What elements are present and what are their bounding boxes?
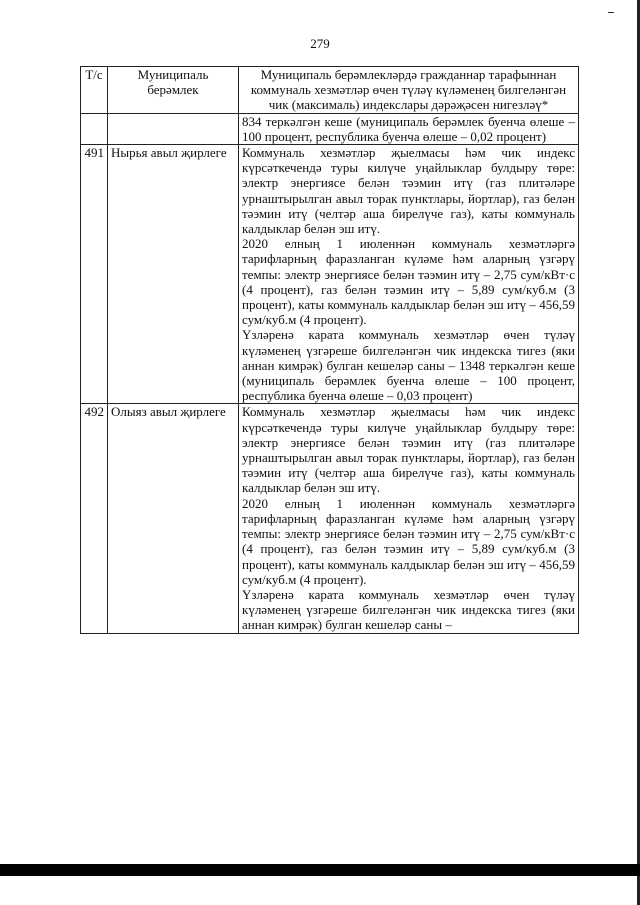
- header-municipality: Муниципаль берәмлек: [108, 67, 239, 114]
- row-municipality: [108, 113, 239, 144]
- indices-table: [80, 66, 579, 634]
- row-municipality: Нырья авыл җирлеге: [108, 145, 239, 404]
- row-paragraph: 834 теркәлгән кеше (муниципаль берәмлек буенча өлеше – 100 процент, республика буенча өлеше – 0,02 процент): [242, 113, 575, 144]
- page-number: 279: [310, 36, 330, 51]
- row-number: [81, 113, 108, 144]
- row-paragraph-tariffs: 2020 елның 1 июленнән коммуналь хезмәтләргә тарифларның фаразланган күләме һәм аларның үзгәрү темпы: электр энергиясе белән тәэмин итү – 2,75 сум/кВт·с (4 процент), газ белән тәэмин итү – 5,89 сум/куб.м (3 процент), каты коммуналь калдыклар белән эш итү – 456,59 сум/куб.м (4 процент).: [242, 495, 575, 587]
- table-row-492: [81, 404, 579, 633]
- row-paragraph-persons: Үзләренә карата коммуналь хезмәтләр өчен түләү күләменең үзгәреше билгеләнгән чик индекска тигез (яки аннан кимрәк) булган кешеләр саны – 1348 теркәлгән кеше (муниципаль берәмлек буенча өлеше – 100 процент, республика буенча өлеше – 0,03 процент): [242, 327, 575, 404]
- header-number: Т/с: [81, 67, 108, 114]
- row-paragraph-services: Коммуналь хезмәтләр җыелмасы һәм чик индекс күрсәткечендә туры килүче уңайлыклар булдыру төре: электр энергиясе белән тәэмин итү (газ плитәләре урнаштырылган авыл торак пунктлары, йортлар), газ белән тәэмин итү (челтәр аша бирелүче газ), каты коммуналь калдыклар белән эш итү.: [242, 404, 575, 496]
- table-header-row: [81, 67, 579, 114]
- row-number: 492: [81, 404, 108, 633]
- scan-mark: [608, 12, 614, 13]
- row-paragraph-services: Коммуналь хезмәтләр җыелмасы һәм чик индекс күрсәткечендә туры килүче уңайлыклар булдыру төре: электр энергиясе белән тәэмин итү (газ плитәләре урнаштырылган авыл торак пунктлары, йортлар), газ белән тәэмин итү (челтәр аша бирелүче газ), каты коммуналь калдыклар белән эш итү.: [242, 145, 575, 237]
- row-description: [239, 145, 579, 404]
- row-paragraph-tariffs: 2020 елның 1 июленнән коммуналь хезмәтләргә тарифларның фаразланган күләме һәм аларның үзгәрү темпы: электр энергиясе белән тәэмин итү – 2,75 сум/кВт·с (4 процент), газ белән тәэмин итү – 5,89 сум/куб.м (3 процент), каты коммуналь калдыклар белән эш итү – 456,59 сум/куб.м (4 процент).: [242, 236, 575, 328]
- table-row-continuation: [81, 113, 579, 144]
- row-description: [239, 113, 579, 144]
- row-number: 491: [81, 145, 108, 404]
- row-municipality: Олыяз авыл җирлеге: [108, 404, 239, 633]
- scan-bottom-bar: [0, 864, 640, 876]
- row-description: [239, 404, 579, 633]
- row-paragraph-persons: Үзләренә карата коммуналь хезмәтләр өчен түләү күләменең үзгәреше билгеләнгән чик индекска тигез (яки аннан кимрәк) булган кешеләр саны –: [242, 586, 575, 633]
- table-row-491: [81, 145, 579, 404]
- header-description: Муниципаль берәмлекләрдә гражданнар тарафыннан коммуналь хезмәтләр өчен түләү күләменең билгеләнгән чик (максималь) индекслары дәрәҗәсен нигезләү*: [239, 67, 579, 114]
